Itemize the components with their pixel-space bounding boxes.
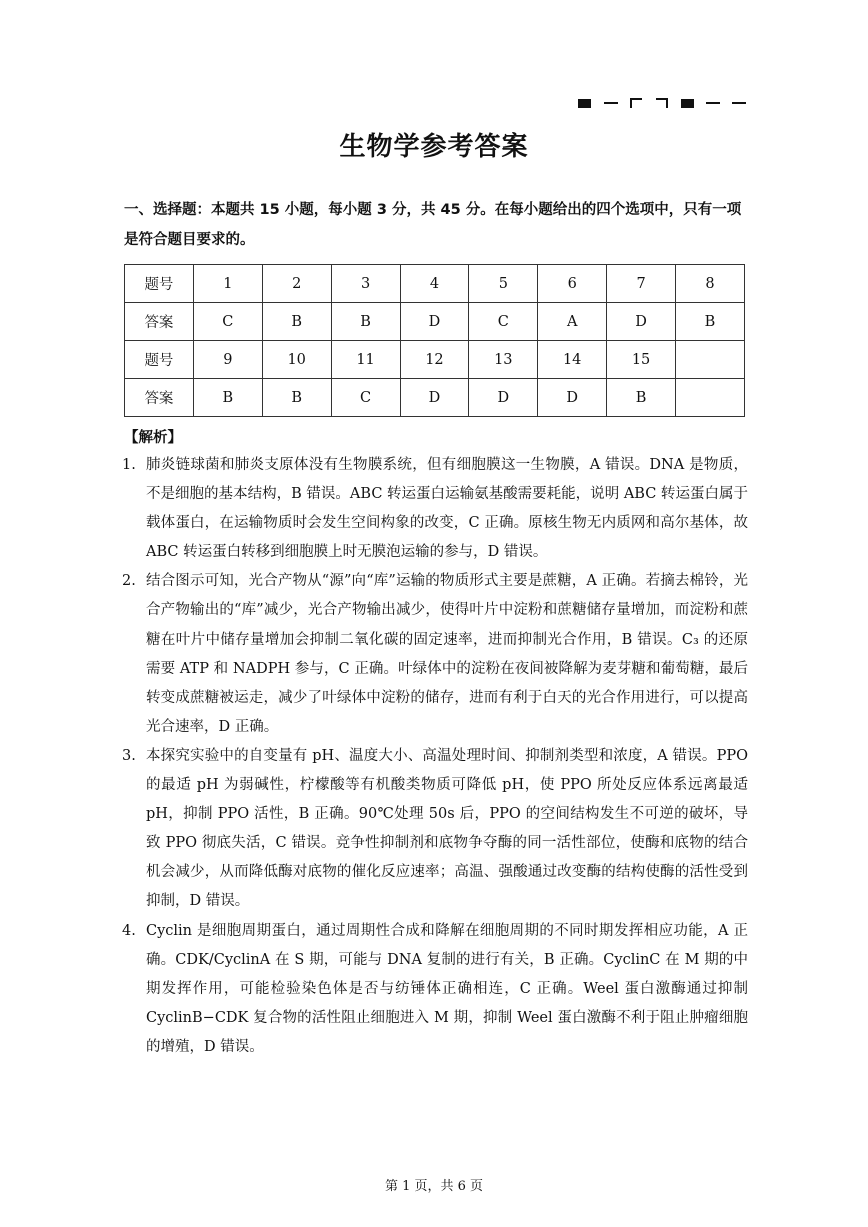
analysis-item	[122, 451, 748, 567]
table-cell: 6	[538, 265, 607, 303]
table-cell: D	[469, 379, 538, 417]
row-label: 题号	[125, 265, 194, 303]
table-cell: B	[262, 379, 331, 417]
item-text: 肺炎链球菌和肺炎支原体没有生物膜系统，但有细胞膜这一生物膜，A 错误。DNA 是物质，不是细胞的基本结构，B 错误。ABC 转运蛋白运输氨基酸需要耗能，说明 ABC 转运蛋白属于载体蛋白，在运输物质时会发生空间构象的改变，C 正确。原核生物无内质网和高尔基体，故 ABC 转运蛋白转移到细胞膜上时无膜泡运输的参与，D 错误。	[146, 457, 748, 561]
table-cell	[676, 379, 745, 417]
answer-table	[124, 264, 745, 417]
table-cell: D	[400, 379, 469, 417]
table-cell: D	[607, 303, 676, 341]
table-cell: 8	[676, 265, 745, 303]
table-cell: D	[538, 379, 607, 417]
analysis-list	[122, 451, 748, 1062]
table-cell: 15	[607, 341, 676, 379]
item-number: 4.	[122, 922, 136, 939]
table-cell: B	[193, 379, 262, 417]
table-cell: 9	[193, 341, 262, 379]
dash-mark	[706, 102, 720, 104]
table-cell: B	[676, 303, 745, 341]
dash-mark	[604, 102, 618, 104]
table-cell: C	[331, 379, 400, 417]
item-number: 1.	[122, 457, 136, 473]
table-row	[125, 265, 745, 303]
analysis-item	[122, 567, 748, 742]
dash-mark	[732, 102, 746, 104]
analysis-item	[122, 742, 748, 917]
table-cell: B	[262, 303, 331, 341]
table-cell: 13	[469, 341, 538, 379]
row-label: 答案	[125, 379, 194, 417]
table-row	[125, 379, 745, 417]
corner-left-mark	[630, 98, 642, 108]
filled-square-mark	[681, 99, 694, 108]
table-row	[125, 303, 745, 341]
corner-right-mark	[656, 98, 668, 108]
filled-square-mark	[578, 99, 591, 108]
header-marks	[578, 96, 748, 110]
table-cell: 12	[400, 341, 469, 379]
table-cell: 14	[538, 341, 607, 379]
table-cell: A	[538, 303, 607, 341]
table-cell	[676, 341, 745, 379]
item-text: Cyclin 是细胞周期蛋白，通过周期性合成和降解在细胞周期的不同时期发挥相应功能，A 正确。CDK/CyclinA 在 S 期，可能与 DNA 复制的进行有关，B 正确。CyclinC 在 M 期的中期发挥作用，可能检验染色体是否与纺锤体正确相连，C 正确。Weel 蛋白激酶通过抑制 CyclinB−CDK 复合物的活性阻止细胞进入 M 期，抑制 Weel 蛋白激酶不利于阻止肿瘤细胞的增殖，D 错误。	[146, 922, 748, 1055]
row-label: 答案	[125, 303, 194, 341]
table-cell: B	[331, 303, 400, 341]
analysis-item	[122, 917, 748, 1062]
analysis-heading: 【解析】	[124, 430, 182, 446]
item-text: 结合图示可知，光合产物从“源”向“库”运输的物质形式主要是蔗糖，A 正确。若摘去棉铃，光合产物输出的“库”减少，光合产物输出减少，使得叶片中淀粉和蔗糖储存量增加，而淀粉和蔗糖在叶片中储存量增加会抑制二氧化碳的固定速率，进而抑制光合作用，B 错误。C₃ 的还原需要 ATP 和 NADPH 参与，C 正确。叶绿体中的淀粉在夜间被降解为麦芽糖和葡萄糖，最后转变成蔗糖被运走，减少了叶绿体中淀粉的储存，进而有利于白天的光合作用进行，可以提高光合速率，D 正确。	[146, 573, 748, 735]
item-number: 2.	[122, 573, 136, 590]
table-cell: 5	[469, 265, 538, 303]
table-cell: 11	[331, 341, 400, 379]
item-number: 3.	[122, 747, 136, 764]
item-text: 本探究实验中的自变量有 pH、温度大小、高温处理时间、抑制剂类型和浓度，A 错误。PPO 的最适 pH 为弱碱性，柠檬酸等有机酸类物质可降低 pH，使 PPO 所处反应体系远离最适 pH，抑制 PPO 活性，B 正确。90℃处理 50s 后，PPO 的空间结构发生不可逆的破坏，导致 PPO 彻底失活，C 错误。竞争性抑制剂和底物争夺酶的同一活性部位，使酶和底物的结合机会减少，从而降低酶对底物的催化反应速率；高温、强酸通过改变酶的结构使酶的活性受到抑制，D 错误。	[146, 747, 748, 910]
table-cell: 4	[400, 265, 469, 303]
table-row	[125, 341, 745, 379]
page-footer: 第 1 页，共 6 页	[384, 1179, 484, 1194]
table-cell: 1	[193, 265, 262, 303]
table-cell: 3	[331, 265, 400, 303]
page-title: 生物学参考答案	[339, 132, 529, 162]
section-heading: 一、选择题：本题共 15 小题，每小题 3 分，共 45 分。在每小题给出的四个选项中，只有一项是符合题目要求的。	[124, 202, 742, 248]
table-cell: D	[400, 303, 469, 341]
table-cell: 2	[262, 265, 331, 303]
table-cell: 7	[607, 265, 676, 303]
row-label: 题号	[125, 341, 194, 379]
table-cell: B	[607, 379, 676, 417]
table-cell: C	[469, 303, 538, 341]
table-cell: C	[193, 303, 262, 341]
table-cell: 10	[262, 341, 331, 379]
